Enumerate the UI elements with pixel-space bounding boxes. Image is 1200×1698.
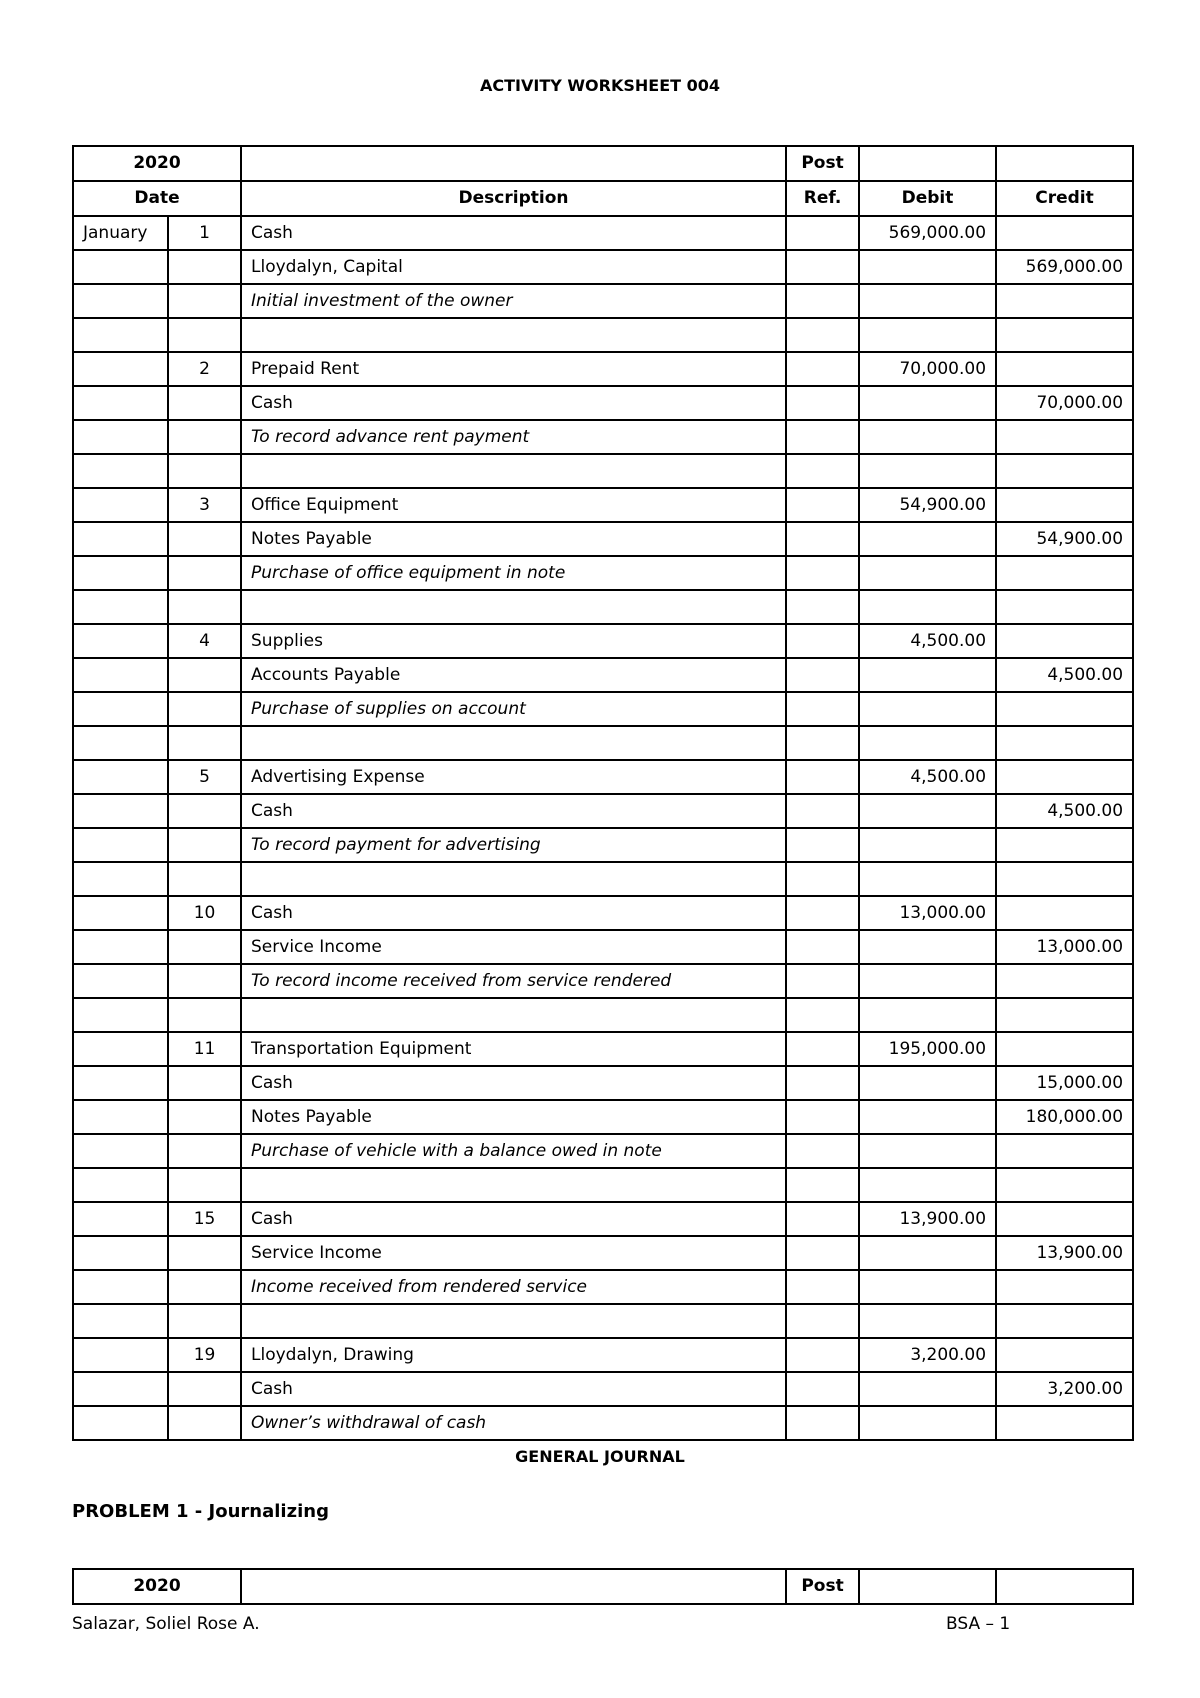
description-cell: Initial investment of the owner (241, 284, 786, 318)
description-cell: Advertising Expense (241, 760, 786, 794)
post-ref-cell (786, 1236, 859, 1270)
header-blank (241, 146, 786, 181)
debit-cell: 195,000.00 (859, 1032, 996, 1066)
post-ref-cell (786, 1032, 859, 1066)
description-cell: Office Equipment (241, 488, 786, 522)
debit-cell: 3,200.00 (859, 1338, 996, 1372)
description-cell (241, 726, 786, 760)
date-day-cell (168, 1236, 241, 1270)
date-day-cell (168, 998, 241, 1032)
post-ref-cell (786, 420, 859, 454)
post-ref-cell (786, 998, 859, 1032)
post-ref-cell (786, 386, 859, 420)
date-day-cell: 15 (168, 1202, 241, 1236)
problem-journal-table (72, 1568, 1134, 1605)
post-ref-cell (786, 862, 859, 896)
description-cell (241, 998, 786, 1032)
credit-cell (996, 1032, 1133, 1066)
description-cell: Service Income (241, 930, 786, 964)
description-cell: Transportation Equipment (241, 1032, 786, 1066)
date-day-cell (168, 862, 241, 896)
description-cell: Cash (241, 794, 786, 828)
date-day-cell (168, 522, 241, 556)
credit-cell (996, 1202, 1133, 1236)
credit-cell (996, 896, 1133, 930)
post-ref-cell (786, 454, 859, 488)
debit-cell: 54,900.00 (859, 488, 996, 522)
date-day-cell (168, 250, 241, 284)
date-month-cell (73, 1066, 168, 1100)
date-day-cell (168, 590, 241, 624)
date-month-cell (73, 1406, 168, 1440)
footer-student-name: Salazar, Soliel Rose A. (72, 1614, 260, 1634)
debit-cell (859, 1168, 996, 1202)
date-day-cell (168, 1066, 241, 1100)
header-blank (241, 1569, 786, 1604)
date-day-cell: 4 (168, 624, 241, 658)
date-day-cell (168, 726, 241, 760)
date-day-cell (168, 1372, 241, 1406)
debit-cell (859, 590, 996, 624)
date-month-cell (73, 658, 168, 692)
date-month-cell (73, 454, 168, 488)
description-cell: To record payment for advertising (241, 828, 786, 862)
header-blank (996, 1569, 1133, 1604)
date-month-cell (73, 420, 168, 454)
date-month-cell (73, 1372, 168, 1406)
debit-cell (859, 454, 996, 488)
credit-cell (996, 1168, 1133, 1202)
debit-cell (859, 1236, 996, 1270)
journal-row (73, 1168, 1133, 1202)
credit-cell: 70,000.00 (996, 386, 1133, 420)
post-ref-cell (786, 760, 859, 794)
credit-cell: 13,000.00 (996, 930, 1133, 964)
date-day-cell: 11 (168, 1032, 241, 1066)
debit-cell (859, 1406, 996, 1440)
header-credit: Credit (996, 181, 1133, 216)
header-blank (996, 146, 1133, 181)
credit-cell: 54,900.00 (996, 522, 1133, 556)
footer-course: BSA – 1 (946, 1614, 1011, 1634)
date-month-cell (73, 488, 168, 522)
post-ref-cell (786, 556, 859, 590)
journal-row (73, 1100, 1133, 1134)
debit-cell: 4,500.00 (859, 760, 996, 794)
date-month-cell (73, 760, 168, 794)
post-ref-cell (786, 1304, 859, 1338)
journal-row (73, 522, 1133, 556)
date-day-cell (168, 1134, 241, 1168)
credit-cell (996, 1270, 1133, 1304)
date-day-cell (168, 1168, 241, 1202)
journal-row (73, 692, 1133, 726)
debit-cell (859, 692, 996, 726)
problem-heading: PROBLEM 1 - Journalizing (72, 1501, 329, 1522)
credit-cell (996, 828, 1133, 862)
post-ref-cell (786, 1338, 859, 1372)
description-cell: To record income received from service rendered (241, 964, 786, 998)
date-month-cell (73, 284, 168, 318)
description-cell: Cash (241, 216, 786, 250)
description-cell: Supplies (241, 624, 786, 658)
date-month-cell (73, 590, 168, 624)
header-post: Post (786, 146, 859, 181)
post-ref-cell (786, 352, 859, 386)
debit-cell (859, 420, 996, 454)
date-month-cell (73, 250, 168, 284)
debit-cell (859, 250, 996, 284)
post-ref-cell (786, 318, 859, 352)
journal-row (73, 1134, 1133, 1168)
date-day-cell (168, 692, 241, 726)
date-month-cell (73, 1270, 168, 1304)
date-month-cell (73, 1202, 168, 1236)
description-cell (241, 862, 786, 896)
date-month-cell (73, 1304, 168, 1338)
debit-cell (859, 828, 996, 862)
journal-row (73, 386, 1133, 420)
debit-cell (859, 386, 996, 420)
date-day-cell (168, 386, 241, 420)
debit-cell (859, 726, 996, 760)
date-day-cell (168, 1304, 241, 1338)
credit-cell (996, 352, 1133, 386)
debit-cell (859, 658, 996, 692)
date-day-cell (168, 1100, 241, 1134)
date-day-cell: 1 (168, 216, 241, 250)
credit-cell (996, 692, 1133, 726)
debit-cell (859, 1066, 996, 1100)
credit-cell (996, 998, 1133, 1032)
debit-cell (859, 1270, 996, 1304)
credit-cell: 569,000.00 (996, 250, 1133, 284)
post-ref-cell (786, 828, 859, 862)
header-blank (859, 1569, 996, 1604)
credit-cell (996, 1338, 1133, 1372)
debit-cell (859, 1100, 996, 1134)
journal-row (73, 1338, 1133, 1372)
credit-cell: 15,000.00 (996, 1066, 1133, 1100)
date-day-cell (168, 794, 241, 828)
header-date: Date (73, 181, 241, 216)
credit-cell (996, 556, 1133, 590)
post-ref-cell (786, 1066, 859, 1100)
date-month-cell (73, 352, 168, 386)
post-ref-cell (786, 658, 859, 692)
date-month-cell (73, 522, 168, 556)
header-row-columns (73, 181, 1133, 216)
credit-cell (996, 1406, 1133, 1440)
date-day-cell (168, 658, 241, 692)
credit-cell (996, 624, 1133, 658)
debit-cell (859, 794, 996, 828)
description-cell: To record advance rent payment (241, 420, 786, 454)
date-day-cell (168, 454, 241, 488)
header-post: Post (786, 1569, 859, 1604)
journal-row (73, 726, 1133, 760)
description-cell: Notes Payable (241, 522, 786, 556)
debit-cell (859, 1372, 996, 1406)
credit-cell (996, 488, 1133, 522)
description-cell: Service Income (241, 1236, 786, 1270)
description-cell: Income received from rendered service (241, 1270, 786, 1304)
debit-cell: 70,000.00 (859, 352, 996, 386)
description-cell: Prepaid Rent (241, 352, 786, 386)
debit-cell (859, 318, 996, 352)
credit-cell: 180,000.00 (996, 1100, 1133, 1134)
credit-cell (996, 1134, 1133, 1168)
header-year: 2020 (73, 146, 241, 181)
journal-row (73, 352, 1133, 386)
journal-row (73, 590, 1133, 624)
journal-row (73, 1304, 1133, 1338)
date-day-cell (168, 964, 241, 998)
debit-cell (859, 522, 996, 556)
date-month-cell (73, 794, 168, 828)
post-ref-cell (786, 726, 859, 760)
header-row-year (73, 1569, 1133, 1604)
post-ref-cell (786, 964, 859, 998)
description-cell: Lloydalyn, Capital (241, 250, 786, 284)
worksheet-title: ACTIVITY WORKSHEET 004 (479, 76, 721, 95)
journal-row (73, 1406, 1133, 1440)
debit-cell (859, 862, 996, 896)
post-ref-cell (786, 930, 859, 964)
description-cell: Accounts Payable (241, 658, 786, 692)
credit-cell (996, 216, 1133, 250)
description-cell: Lloydalyn, Drawing (241, 1338, 786, 1372)
post-ref-cell (786, 1134, 859, 1168)
post-ref-cell (786, 1372, 859, 1406)
post-ref-cell (786, 216, 859, 250)
description-cell: Cash (241, 1066, 786, 1100)
post-ref-cell (786, 692, 859, 726)
description-cell: Notes Payable (241, 1100, 786, 1134)
credit-cell (996, 726, 1133, 760)
post-ref-cell (786, 1100, 859, 1134)
journal-row (73, 896, 1133, 930)
description-cell (241, 1304, 786, 1338)
description-cell: Cash (241, 1202, 786, 1236)
journal-row (73, 998, 1133, 1032)
post-ref-cell (786, 1202, 859, 1236)
header-blank (859, 146, 996, 181)
debit-cell: 569,000.00 (859, 216, 996, 250)
post-ref-cell (786, 488, 859, 522)
debit-cell (859, 1304, 996, 1338)
credit-cell: 13,900.00 (996, 1236, 1133, 1270)
date-day-cell: 19 (168, 1338, 241, 1372)
post-ref-cell (786, 1406, 859, 1440)
debit-cell (859, 998, 996, 1032)
description-cell (241, 1168, 786, 1202)
date-day-cell (168, 318, 241, 352)
journal-row (73, 454, 1133, 488)
description-cell: Cash (241, 1372, 786, 1406)
description-cell: Cash (241, 896, 786, 930)
date-month-cell (73, 1134, 168, 1168)
header-row-year (73, 146, 1133, 181)
date-day-cell (168, 420, 241, 454)
journal-row (73, 488, 1133, 522)
date-month-cell (73, 726, 168, 760)
date-month-cell (73, 1236, 168, 1270)
date-day-cell: 5 (168, 760, 241, 794)
date-month-cell (73, 828, 168, 862)
credit-cell (996, 318, 1133, 352)
journal-row (73, 794, 1133, 828)
date-day-cell (168, 284, 241, 318)
journal-row (73, 318, 1133, 352)
credit-cell: 3,200.00 (996, 1372, 1133, 1406)
date-month-cell (73, 1100, 168, 1134)
journal-row (73, 1066, 1133, 1100)
description-cell: Purchase of vehicle with a balance owed in note (241, 1134, 786, 1168)
post-ref-cell (786, 590, 859, 624)
credit-cell: 4,500.00 (996, 794, 1133, 828)
post-ref-cell (786, 624, 859, 658)
header-year: 2020 (73, 1569, 241, 1604)
header-description: Description (241, 181, 786, 216)
post-ref-cell (786, 284, 859, 318)
description-cell: Purchase of supplies on account (241, 692, 786, 726)
credit-cell (996, 590, 1133, 624)
journal-row (73, 862, 1133, 896)
journal-row (73, 250, 1133, 284)
description-cell: Purchase of office equipment in note (241, 556, 786, 590)
journal-row (73, 216, 1133, 250)
general-journal-table (72, 145, 1134, 1441)
description-cell: Cash (241, 386, 786, 420)
post-ref-cell (786, 250, 859, 284)
credit-cell (996, 760, 1133, 794)
credit-cell (996, 284, 1133, 318)
date-month-cell (73, 896, 168, 930)
journal-row (73, 964, 1133, 998)
date-month-cell (73, 624, 168, 658)
date-month-cell (73, 998, 168, 1032)
header-debit: Debit (859, 181, 996, 216)
date-day-cell (168, 930, 241, 964)
journal-row (73, 760, 1133, 794)
date-month-cell (73, 556, 168, 590)
post-ref-cell (786, 1270, 859, 1304)
description-cell (241, 454, 786, 488)
date-month-cell (73, 1032, 168, 1066)
debit-cell (859, 964, 996, 998)
journal-row (73, 624, 1133, 658)
debit-cell (859, 1134, 996, 1168)
journal-row (73, 658, 1133, 692)
journal-row (73, 1270, 1133, 1304)
journal-row (73, 1032, 1133, 1066)
journal-row (73, 1202, 1133, 1236)
journal-row (73, 930, 1133, 964)
credit-cell (996, 454, 1133, 488)
debit-cell: 13,900.00 (859, 1202, 996, 1236)
date-day-cell (168, 556, 241, 590)
post-ref-cell (786, 522, 859, 556)
description-cell (241, 590, 786, 624)
journal-row (73, 1236, 1133, 1270)
credit-cell (996, 862, 1133, 896)
date-day-cell: 2 (168, 352, 241, 386)
date-month-cell (73, 964, 168, 998)
post-ref-cell (786, 794, 859, 828)
date-day-cell (168, 828, 241, 862)
credit-cell (996, 420, 1133, 454)
table-caption: GENERAL JOURNAL (515, 1447, 685, 1466)
journal-row (73, 1372, 1133, 1406)
date-month-cell: January (73, 216, 168, 250)
description-cell: Owner’s withdrawal of cash (241, 1406, 786, 1440)
debit-cell: 13,000.00 (859, 896, 996, 930)
post-ref-cell (786, 1168, 859, 1202)
date-month-cell (73, 1338, 168, 1372)
debit-cell (859, 930, 996, 964)
description-cell (241, 318, 786, 352)
journal-row (73, 556, 1133, 590)
debit-cell (859, 556, 996, 590)
journal-row (73, 284, 1133, 318)
date-day-cell: 10 (168, 896, 241, 930)
date-month-cell (73, 1168, 168, 1202)
journal-row (73, 420, 1133, 454)
date-month-cell (73, 930, 168, 964)
date-month-cell (73, 862, 168, 896)
debit-cell: 4,500.00 (859, 624, 996, 658)
date-day-cell (168, 1270, 241, 1304)
date-day-cell (168, 1406, 241, 1440)
header-ref: Ref. (786, 181, 859, 216)
credit-cell: 4,500.00 (996, 658, 1133, 692)
journal-row (73, 828, 1133, 862)
debit-cell (859, 284, 996, 318)
credit-cell (996, 1304, 1133, 1338)
date-month-cell (73, 692, 168, 726)
credit-cell (996, 964, 1133, 998)
post-ref-cell (786, 896, 859, 930)
date-month-cell (73, 318, 168, 352)
date-day-cell: 3 (168, 488, 241, 522)
date-month-cell (73, 386, 168, 420)
